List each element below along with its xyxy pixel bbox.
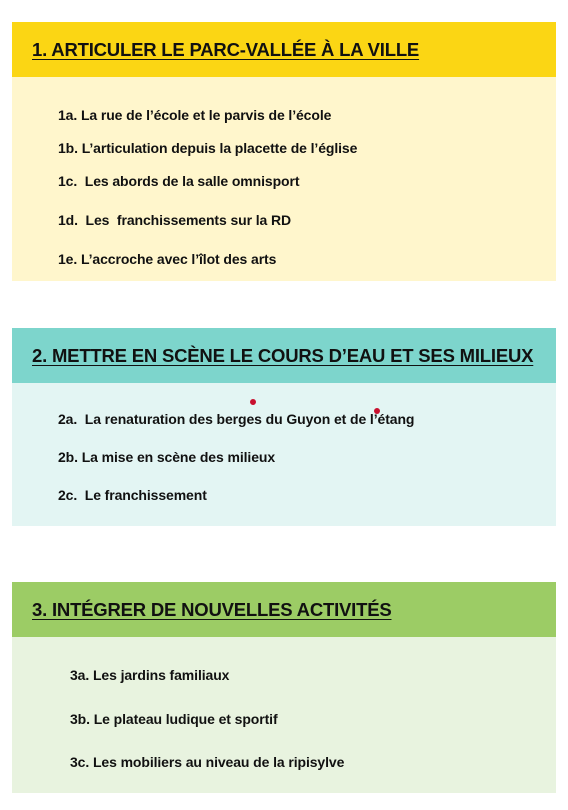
list-item: 1c. Les abords de la salle omnisport	[58, 173, 300, 189]
section-body	[12, 383, 556, 526]
list-item: 3b. Le plateau ludique et sportif	[70, 711, 278, 727]
list-item: 1b. L’articulation depuis la placette de l’église	[58, 140, 358, 156]
marker-dot	[250, 399, 256, 405]
section-body	[12, 77, 556, 281]
list-item: 2b. La mise en scène des milieux	[58, 449, 276, 465]
list-item: 2a. La renaturation des berges du Guyon et de l’étang	[58, 411, 415, 427]
section-title: 2. METTRE EN SCÈNE LE COURS D’EAU ET SES MILIEUX	[32, 344, 534, 366]
list-item: 1a. La rue de l’école et le parvis de l’école	[58, 107, 332, 123]
list-item: 2c. Le franchissement	[58, 487, 207, 503]
section-header	[12, 328, 556, 383]
section-articuler-parc-vallee	[12, 22, 556, 281]
list-item: 1e. L’accroche avec l’îlot des arts	[58, 251, 277, 267]
section-title: 1. ARTICULER LE PARC-VALLÉE À LA VILLE	[32, 38, 420, 60]
section-title: 3. INTÉGRER DE NOUVELLES ACTIVITÉS	[32, 598, 392, 620]
list-item: 3c. Les mobiliers au niveau de la ripisylve	[70, 754, 345, 770]
list-item: 3a. Les jardins familiaux	[70, 667, 230, 683]
section-body	[12, 637, 556, 793]
section-integrer-activites	[12, 582, 556, 793]
section-header	[12, 582, 556, 637]
section-mettre-en-scene	[12, 328, 556, 526]
section-header	[12, 22, 556, 77]
list-item: 1d. Les franchissements sur la RD	[58, 212, 292, 228]
